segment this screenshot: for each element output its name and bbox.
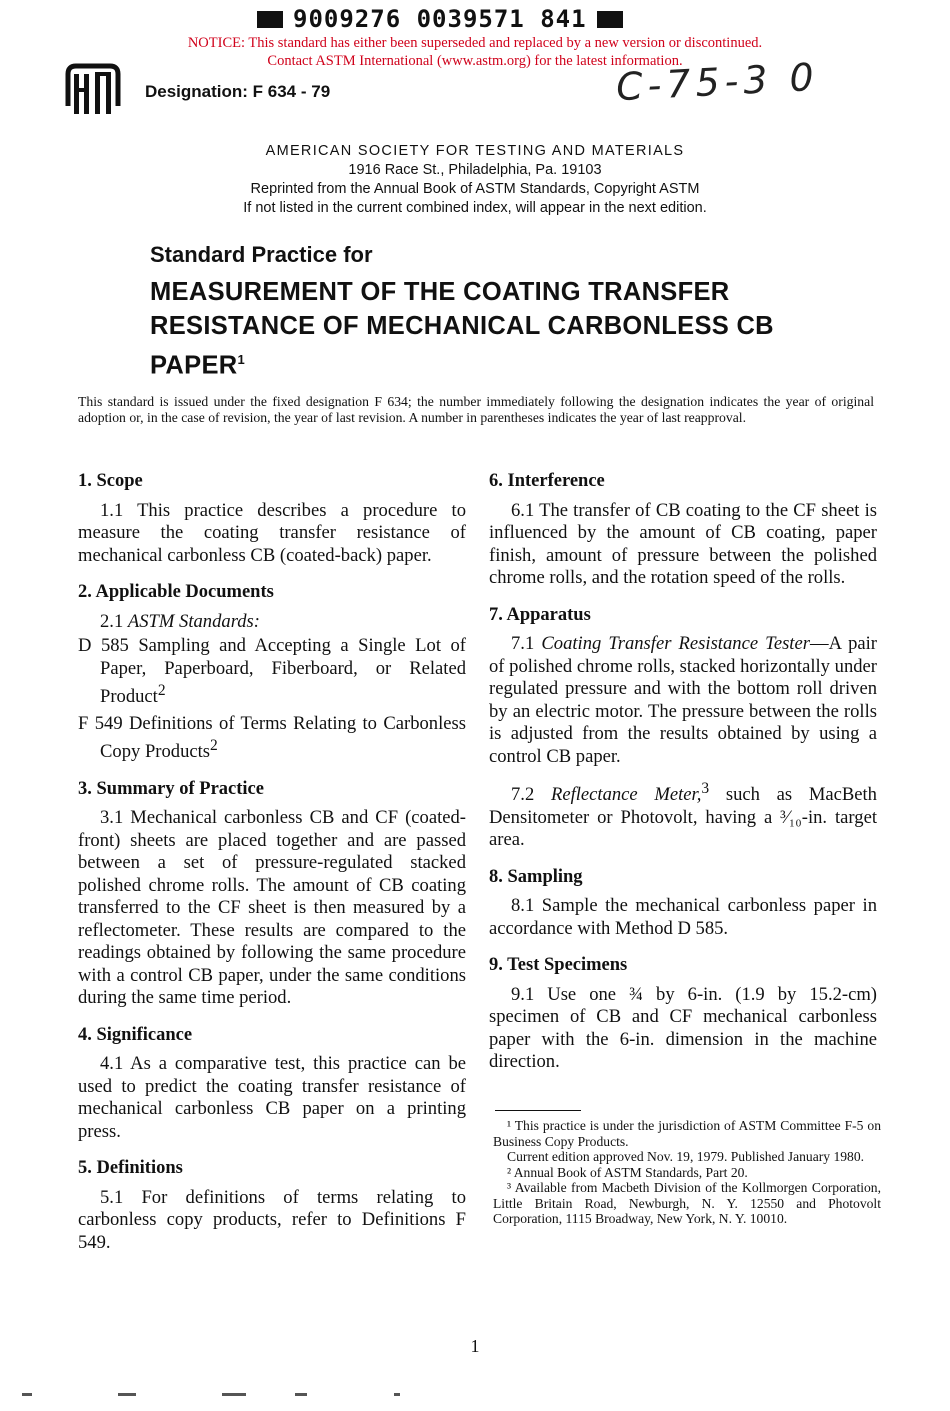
barcode-block-left [257,11,283,28]
footnote-2: ² Annual Book of ASTM Standards, Part 20. [507,1164,748,1180]
section-significance [78,1024,466,1144]
term: Reflectance Meter, [550,784,702,806]
paragraph: 1.1 This practice describes a procedure to measure the coating transfer resistance of mechanical carbonless CB (coated-back) paper. [78,499,466,566]
section-heading: 9. Test Specimens [489,955,628,976]
astm-logo [62,60,124,122]
barcode-header [257,6,657,32]
section-sampling [489,866,877,941]
section-heading: 3. Summary of Practice [78,778,264,799]
footnote-mark: 3 [701,780,710,797]
society-block [0,142,950,218]
intro-paragraph: This standard is issued under the fixed designation F 634; the number immediately following the designation indicates the year of original adoption or, in the case of revision, the year of last revision. A number in parentheses indicates the year of last reapproval. [78,394,874,425]
document-title-text: MEASUREMENT OF THE COATING TRANSFER RESISTANCE OF MECHANICAL CARBONLESS CB PAPER [150,278,774,380]
para-number: 7.2 [511,784,535,806]
section-scope [78,470,466,567]
barcode-text: 9009276 0039571 841 [293,5,587,33]
footnotes [493,1118,881,1227]
paragraph: 3.1 Mechanical carbonless CB and CF (coated-front) sheets are placed together and are passed between a set of pressure-regulated stacked polished chrome rolls. The amount of CB coating transferred to the CF sheet is then measured by a reflectometer. These results are compared to the readings obtained by following the same procedure with a control CB paper, under the same conditions during the same time period. [78,807,466,1009]
para-number: 7.1 [511,633,535,654]
society-name: AMERICAN SOCIETY FOR TESTING AND MATERIALS [265,143,685,159]
section-definitions [78,1157,466,1254]
society-index-note: If not listed in the current combined index, will appear in the next edition. [243,200,707,216]
para-body: such as MacBeth Densitometer or Photovolt, having a ³⁄₁₀-in. target area. [489,784,877,851]
section-heading: 1. Scope [78,471,143,491]
society-address: 1916 Race St., Philadelphia, Pa. 19103 [348,162,602,178]
paragraph [489,633,877,768]
section-heading: 5. Definitions [78,1158,183,1179]
sub-title: ASTM Standards: [127,610,260,632]
notice-line-1: NOTICE: This standard has either been superseded and replaced by a new version or discontinued. [187,35,763,51]
paragraph: 5.1 For definitions of terms relating to carbonless copy products, refer to Definitions F 549. [78,1186,466,1253]
scan-mark [222,1393,246,1396]
designation: Designation: F 634 - 79 [145,82,331,101]
section-applicable-documents [78,581,466,764]
right-column [489,470,877,1088]
footnote-1: ¹ This practice is under the jurisdiction of ASTM Committee F-5 on Business Copy Products. [493,1118,881,1149]
section-heading: 8. Sampling [489,866,583,887]
paragraph [78,611,466,634]
title-prefix: Standard Practice for [150,242,373,267]
page-number: 1 [470,1336,480,1356]
footnote-3: ³ Available from Macbeth Division of the Kollmorgen Corporation, Little Britain Road, Newburgh, N. Y. 12550 and Photovolt Corporation, 1115 Broadway, New York, N. Y. 10010. [493,1180,881,1226]
barcode-block-right [597,11,623,28]
section-heading: 2. Applicable Documents [78,582,274,602]
paragraph [489,778,877,852]
footnote-mark: 2 [210,737,218,755]
section-heading: 7. Apparatus [489,604,591,625]
reference-text: F 549 Definitions of Terms Relating to Carbonless Copy Products [78,712,466,763]
section-heading: 6. Interference [489,471,605,491]
section-interference [489,470,877,590]
society-reprint: Reprinted from the Annual Book of ASTM Standards, Copyright ASTM [250,181,700,197]
term: Coating Transfer Resistance Tester [541,633,810,654]
paragraph: 6.1 The transfer of CB coating to the CF sheet is influenced by the amount of CB coating, paper finish, amount of pressure between the polished chrome rolls, and the rotation speed of the rolls. [489,499,877,588]
title-footnote-mark: 1 [237,352,245,367]
reference-f549 [78,713,466,764]
scan-mark [394,1393,400,1396]
paragraph: 8.1 Sample the mechanical carbonless paper in accordance with Method D 585. [489,895,877,939]
handwritten-annotation: C-75-3 0 [614,54,820,110]
section-heading: 4. Significance [78,1024,193,1045]
left-column [78,470,466,1268]
footnote-mark: 2 [157,682,166,699]
para-body: —A pair of polished chrome rolls, stacked horizontally under regulated pressure and with the bottom roll driven by an electric motor. The pressure between the rolls is adjusted from the results obtained by using a control CB paper. [489,633,877,767]
scan-mark [295,1393,307,1396]
reference-text: D 585 Sampling and Accepting a Single Lot of Paper, Paperboard, Fiberboard, or Related Product [78,635,466,708]
scan-mark [118,1393,136,1396]
paragraph: 9.1 Use one ¾ by 6-in. (1.9 by 15.2-cm) specimen of CB and CF mechanical carbonless paper with the 6-in. dimension in the machine direction. [489,983,877,1073]
footnote-divider [495,1110,581,1111]
reference-d585 [78,635,466,709]
document-title [150,275,830,383]
section-apparatus [489,604,877,852]
paragraph: 4.1 As a comparative test, this practice can be used to predict the coating transfer resistance of mechanical carbonless CB paper on a printing press. [78,1053,466,1142]
sub-number: 2.1 [100,610,124,632]
scan-mark [22,1393,32,1396]
section-test-specimens [489,954,877,1074]
notice-line-2: Contact ASTM International (www.astm.org) for the latest information. [267,53,683,69]
section-summary [78,778,466,1010]
footnote-1b: Current edition approved Nov. 19, 1979. Published January 1980. [507,1149,865,1164]
